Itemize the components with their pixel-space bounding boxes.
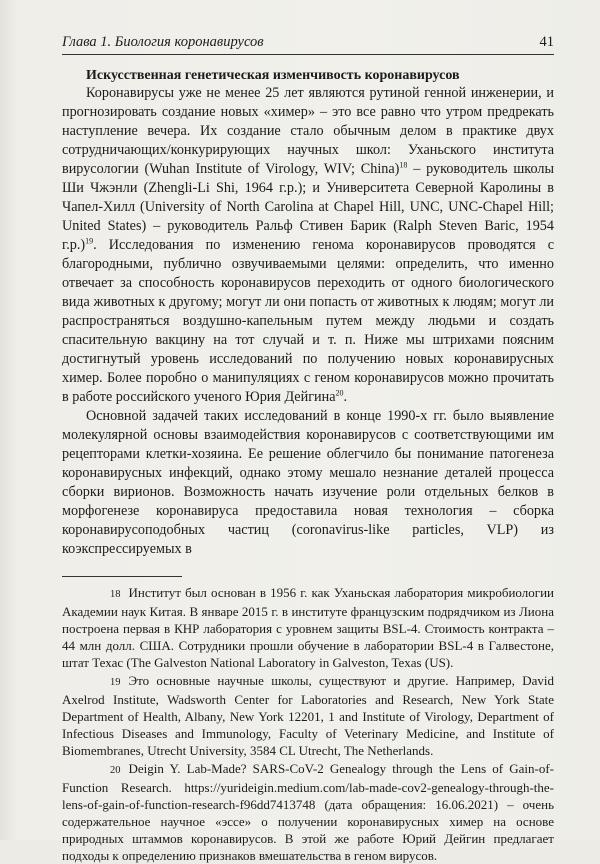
text-run: Коронавирусы уже не менее 25 лет являются рутиной генной инженерии, и прогнозировать создание новых «химер» – это все равно что утром предрекать наступление вечера. Их создание стало обычным делом в практике двух сотрудничающих/конкурирующих научных школ: Уханьского института вирусологии (Wuhan Institute of Virology, WIV; China) (62, 85, 554, 177)
text-run: . Исследования по изменению генома коронавирусов проводятся с благородными, публично озвучиваемыми целями: определить, что именно отвечает за способность коронавирусов переходить от одного биологического вида животных к другому; могут ли они попасть от животных к людям; могут ли распространяться воздушно-капельным путем между людьми и создать спасительную вакцину на тот случай и т. п. Ниже мы штрихами поясним достигнутый уровень исследований по получению новых коронавирусных химер. Более поробно о манипуляциях с геном коронавирусов можно прочитать в работе российского ученого Юрия Дейгина (62, 237, 554, 405)
footnotes (62, 584, 554, 864)
chapter-label: Глава 1. (62, 34, 112, 50)
footnote-19 (62, 672, 554, 759)
footnote-text: Deigin Y. Lab-Made? SARS-CoV-2 Genealogy through the Lens of Gain-of-Function Research. https://yurideigin.medium.com/lab-made-cov2-genealogy-through-the-lens-of-gain-of-function-research-f96dd7413748 (дата обращения: 16.06.2021) – очень содержательное научное «эссе» о получении коронавирусных химер на основе природных штаммов коронавирусов. В этой же работе Юрий Дейгин предлагает подходы к определению признаков вмешательства в геном вирусов. (62, 761, 554, 863)
footnote-text: Это основные научные школы, существуют и другие. Например, David Axelrod Institute, Wadsworth Center for Laboratories and Research, New York State Department of Health, Albany, New York 12201, 1 and Institute of Virology, Department of Infectious Diseases and Immunology, Faculty of Veterinary Medicine, and Institute of Biomembranes, Utrecht University, 3584 CL Utrecht, The Netherlands. (62, 673, 554, 758)
footnote-number: 18 (110, 589, 121, 600)
running-header (62, 34, 554, 55)
body-text (62, 84, 554, 559)
footnote-number: 19 (110, 677, 121, 688)
section-title: Искусственная генетическая изменчивость коронавирусов (86, 68, 460, 83)
footnote-18 (62, 584, 554, 671)
chapter-heading (62, 34, 264, 51)
text-run: – руководитель школы Ши Чжэнли (Zhengli-Li Shi, 1964 г.р.); и Университета Северной Каролины в Чапел-Хилл (University of North Carolina at Chapel Hill, UNC, UNC-Chapel Hill; United States) – руководитель Ральф Стивен Барик (Ralph Steven Baric, 1954 г.р.) (62, 161, 554, 253)
paragraph-2 (62, 407, 554, 559)
footnote-number: 20 (110, 765, 121, 776)
paragraph-1 (62, 84, 554, 407)
footnote-ref-20[interactable]: 20 (335, 388, 344, 398)
footnote-divider (62, 576, 182, 577)
footnote-ref-18[interactable]: 18 (399, 160, 408, 170)
footnote-ref-19[interactable]: 19 (85, 236, 94, 246)
text-run: Основной задачей таких исследований в конце 1990-х гг. было выявление молекулярной основы взаимодействия коронавирусов с соответствующими им рецепторами клетки-хозяина. Ее решение облегчило бы понимание патогенеза коронавирусных инфекций, однако этому мешало незнание деталей процесса сборки вирионов. Возможность начать изучение роли отдельных белков в морфогенезе коронавируса предоставила новая технология – сборка коронавирусоподобных частиц (coronavirus-like particles, VLP) из коэкспрессируемых в (62, 408, 554, 557)
footnote-text: Институт был основан в 1956 г. как Уханьская лаборатория микробиологии Академии наук Китая. В январе 2015 г. в институте французским подрядчиком из Лиона построена первая в КНР лаборатория с уровнем защиты BSL-4. Стоимость контракта – 44 млн долл. США. Сотрудники прошли обучение в лаборатории BSL-4 в Галвестоне, штат Техас (The Galveston National Laboratory in Galveston, Texas (US). (62, 585, 554, 670)
chapter-title: Биология коронавирусов (114, 34, 264, 50)
footnote-20 (62, 760, 554, 864)
text-run: . (343, 389, 348, 405)
page-number: 41 (539, 34, 554, 50)
